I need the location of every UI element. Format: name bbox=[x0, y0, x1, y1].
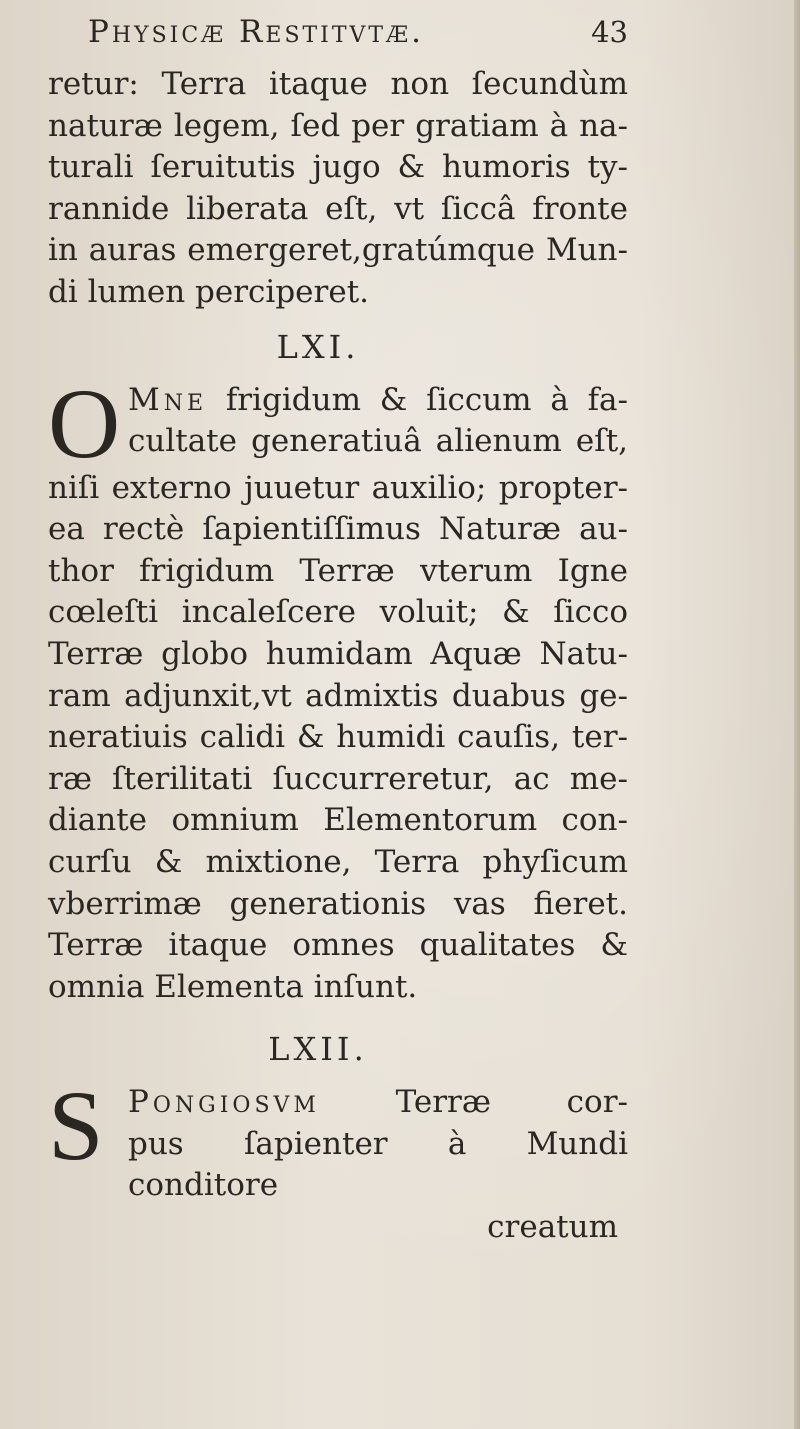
text-line: ea rectè ſapientiſſimus Naturæ au- bbox=[48, 511, 628, 548]
text-line: cœleſti incaleſcere voluit; & ſicco bbox=[48, 594, 628, 631]
text-line: ram adjunxit,vt admixtis duabus ge- bbox=[48, 677, 628, 714]
text-block bbox=[48, 14, 628, 1249]
text-line: omnia Elementa inſunt. bbox=[48, 968, 418, 1005]
catchword: creatum bbox=[487, 1209, 618, 1246]
text-line bbox=[48, 1082, 628, 1124]
text-line: retur: Terra itaque non ſecundùm bbox=[48, 66, 628, 102]
running-head bbox=[48, 14, 628, 64]
text-line: cultate generatiuâ alienum eſt, bbox=[128, 423, 628, 460]
paragraph-62 bbox=[48, 1070, 628, 1248]
text-line: Terræ globo humidam Aquæ Natu- bbox=[48, 635, 628, 672]
running-title: Physicæ Restitvtæ. bbox=[88, 14, 424, 50]
section-heading-62: LXII. bbox=[268, 1030, 368, 1069]
text-line: naturæ legem, ſed per gratiam à na- bbox=[48, 107, 628, 144]
text-line bbox=[48, 380, 628, 422]
line-rest: frigidum & ſiccum à fa- bbox=[225, 381, 628, 418]
paragraph-61 bbox=[48, 367, 628, 1009]
section-heading-61: LXI. bbox=[276, 327, 360, 366]
text-line: curſu & mixtione, Terra phyſicum bbox=[48, 843, 628, 880]
text-line: pus ſapienter à Mundi conditore bbox=[128, 1125, 628, 1204]
text-line: di lumen perciperet. bbox=[48, 273, 370, 310]
text-line: vberrimæ generationis vas fieret. bbox=[48, 885, 628, 922]
text-line: thor frigidum Terræ vterum Igne bbox=[48, 552, 628, 589]
text-line: Terræ itaque omnes qualitates & bbox=[48, 927, 628, 964]
line-rest: Terræ cor- bbox=[395, 1084, 628, 1121]
text-line: niſi externo juuetur auxilio; propter- bbox=[48, 469, 628, 506]
first-word: Mne bbox=[128, 381, 208, 418]
text-line: diante omnium Elementorum con- bbox=[48, 802, 628, 839]
first-word: Pongiosvm bbox=[128, 1084, 320, 1121]
paragraph-intro bbox=[48, 64, 628, 314]
text-line: rannide liberata eſt, vt ſiccâ fronte bbox=[48, 190, 628, 227]
page-edge bbox=[794, 0, 800, 1429]
drop-cap: O bbox=[48, 367, 121, 479]
text-line: ræ ſterilitati ſuccurreretur, ac me- bbox=[48, 760, 628, 797]
text-line: neratiuis calidi & humidi cauſis, ter- bbox=[48, 719, 628, 756]
drop-cap: S bbox=[48, 1070, 104, 1182]
text-line: in auras emergeret,gratúmque Mun- bbox=[48, 232, 628, 269]
page-number: 43 bbox=[591, 15, 628, 49]
text-line: turali ſeruitutis jugo & humoris ty- bbox=[48, 149, 628, 186]
